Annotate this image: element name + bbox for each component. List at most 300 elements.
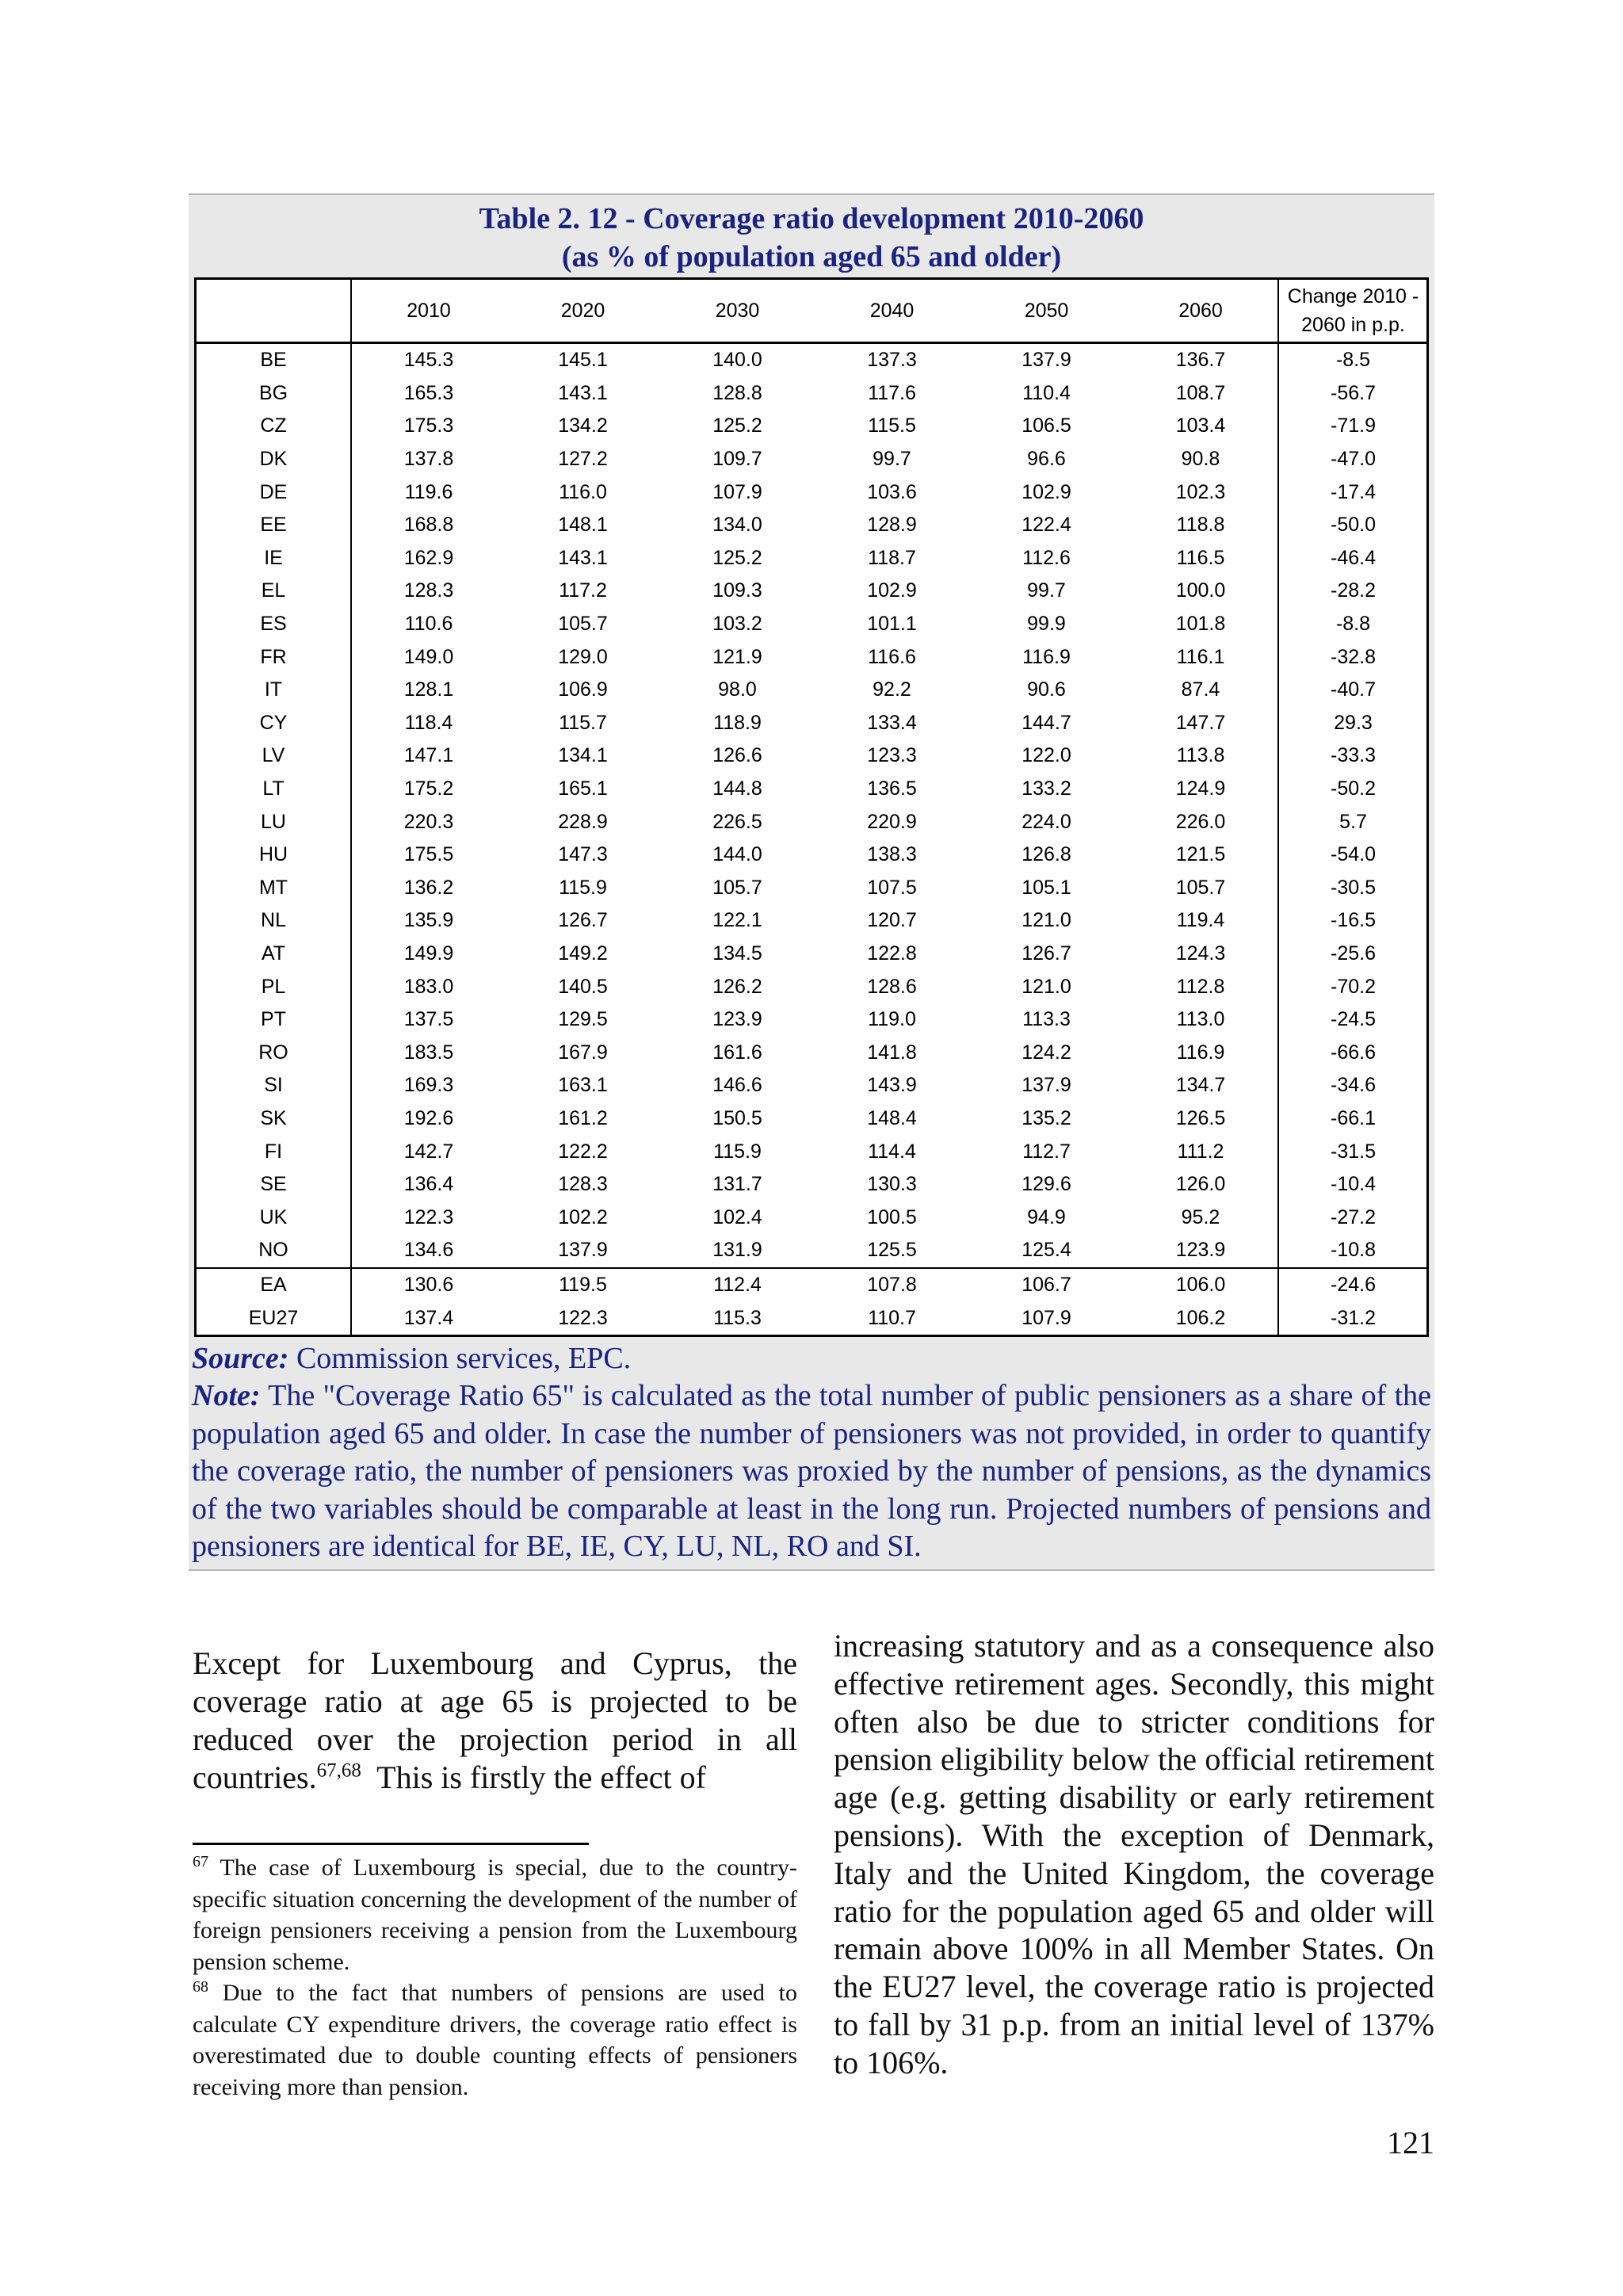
table-cell: 109.7	[712, 448, 762, 471]
table-cell: 107.9	[712, 480, 762, 503]
table-cell: 122.3	[558, 1306, 608, 1329]
table-header-row	[197, 280, 1427, 343]
footnote-67-number: 67	[193, 1853, 208, 1870]
table-cell: 147.7	[1175, 711, 1226, 734]
row-label: DE	[197, 476, 351, 509]
table-cell: 5.7	[1278, 805, 1427, 839]
table-cell: 145.3	[403, 349, 454, 372]
table-row	[197, 1102, 1427, 1136]
table-row	[197, 1234, 1427, 1268]
table-row	[197, 575, 1427, 608]
row-label: LU	[197, 805, 351, 839]
table-cell: -32.8	[1278, 640, 1427, 674]
table-cell: -30.5	[1278, 872, 1427, 905]
row-label: UK	[197, 1201, 351, 1234]
table-cell: 114.4	[868, 1140, 916, 1163]
left-tail: This is firstly the effect of	[361, 1759, 706, 1795]
table-cell: 119.6	[404, 480, 453, 503]
paragraph-left	[193, 1645, 797, 1797]
table-cell: 220.9	[867, 810, 917, 833]
table-cell: 131.7	[712, 1173, 762, 1196]
table-cell: 126.7	[558, 909, 608, 932]
table-cell: 127.2	[558, 448, 608, 471]
row-label: LV	[197, 739, 351, 773]
table-body	[197, 343, 1427, 1335]
table-cell: 148.1	[558, 514, 608, 537]
note-label: Note:	[192, 1379, 261, 1413]
table-cell: 115.3	[713, 1306, 762, 1329]
row-label: SK	[197, 1102, 351, 1136]
table-row	[197, 1003, 1427, 1037]
table-cell: -28.2	[1278, 575, 1427, 608]
footnote-68	[193, 1977, 797, 2103]
table-cell: 105.1	[1022, 876, 1071, 899]
header-change-line-2: 2060 in p.p.	[1301, 314, 1405, 336]
table-cell: -71.9	[1278, 410, 1427, 443]
table-cell: 117.6	[868, 381, 916, 404]
footnote-68-number: 68	[193, 1978, 208, 1996]
table-row	[197, 542, 1427, 575]
table-cell: 192.6	[403, 1106, 454, 1129]
table-cell: 150.5	[712, 1106, 762, 1129]
table-cell: 220.3	[403, 810, 454, 833]
table-row	[197, 970, 1427, 1003]
table-cell: 129.6	[1022, 1173, 1071, 1196]
table-cell: 134.7	[1175, 1074, 1226, 1097]
table-cell: 124.2	[1022, 1041, 1071, 1064]
table-cell: -40.7	[1278, 674, 1427, 707]
row-label: NL	[197, 904, 351, 938]
table-cell: 122.3	[403, 1205, 454, 1228]
table-cell: 140.5	[558, 975, 608, 998]
table-cell: 122.1	[712, 909, 762, 932]
table-cell: -31.5	[1278, 1135, 1427, 1168]
table-cell: 119.0	[868, 1008, 916, 1031]
table-cell: 228.9	[558, 810, 608, 833]
row-label: FR	[197, 640, 351, 674]
table-cell: 128.3	[558, 1173, 608, 1196]
table-cell: 133.2	[1022, 777, 1071, 800]
table-cell: -50.2	[1278, 773, 1427, 806]
table-row	[197, 839, 1427, 872]
footnote-67-text: The case of Luxembourg is special, due to the country-specific situation concerning the development of the number of foreign pensioners receiving a pension from the Luxembourg pension scheme.	[193, 1855, 797, 1975]
table-cell: 116.5	[1176, 546, 1225, 569]
table-cell: -17.4	[1278, 476, 1427, 509]
table-row	[197, 872, 1427, 905]
table-cell: 165.3	[403, 381, 454, 404]
table-cell: 105.7	[1175, 876, 1226, 899]
page-number: 121	[1387, 2125, 1434, 2160]
table-row	[197, 377, 1427, 411]
table-cell: 136.2	[403, 876, 454, 899]
row-label: IE	[197, 542, 351, 575]
row-label: HU	[197, 839, 351, 872]
header-change-line-1: Change 2010 -	[1287, 285, 1419, 308]
row-label: BG	[197, 377, 351, 411]
table-cell: 126.0	[1175, 1173, 1226, 1196]
table-cell: 147.3	[558, 843, 608, 866]
table-cell: 105.7	[558, 613, 608, 636]
table-cell: -33.3	[1278, 739, 1427, 773]
header-country	[197, 280, 351, 343]
table-cell: 126.5	[1175, 1106, 1226, 1129]
table-cell: 103.2	[712, 613, 762, 636]
table-cell: 175.2	[403, 777, 454, 800]
table-cell: 138.3	[867, 843, 917, 866]
table-cell: 94.9	[1027, 1205, 1066, 1228]
table-cell: 121.9	[712, 645, 762, 668]
header-change	[1278, 280, 1427, 343]
table-cell: 105.7	[712, 876, 762, 899]
table-cell: -46.4	[1278, 542, 1427, 575]
table-cell: 101.1	[867, 613, 917, 636]
table-cell: 134.0	[712, 514, 762, 537]
table-cell: 98.0	[718, 678, 757, 701]
aggregate-row	[197, 1268, 1427, 1302]
table-cell: 149.2	[558, 942, 608, 965]
table-row	[197, 674, 1427, 707]
table-row	[197, 410, 1427, 443]
table-cell: 113.8	[1176, 744, 1225, 767]
table-cell: 107.8	[815, 1268, 969, 1302]
source-label: Source:	[192, 1341, 289, 1375]
table-cell: 137.3	[867, 349, 917, 372]
table-row	[197, 938, 1427, 971]
footnotes	[193, 1852, 797, 2103]
table-cell: 123.3	[867, 744, 917, 767]
table-cell: 116.1	[1176, 645, 1225, 668]
table-cell: -66.6	[1278, 1036, 1427, 1069]
table-cell: 113.3	[1022, 1008, 1071, 1031]
header-2020: 2020	[506, 280, 660, 343]
row-label: MT	[197, 872, 351, 905]
table-cell: 183.5	[403, 1041, 454, 1064]
table-cell: 129.0	[558, 645, 608, 668]
table-cell: 126.7	[1022, 942, 1071, 965]
table-cell: 130.3	[867, 1173, 917, 1196]
body-column-left	[193, 1645, 797, 1797]
row-label: ES	[197, 608, 351, 641]
table-cell: 128.9	[867, 514, 917, 537]
table-cell: 124.3	[1175, 942, 1226, 965]
table-cell: 141.8	[867, 1041, 917, 1064]
table-cell: -16.5	[1278, 904, 1427, 938]
table-cell: -54.0	[1278, 839, 1427, 872]
table-cell: 110.6	[404, 613, 453, 636]
table-cell: 137.5	[403, 1008, 454, 1031]
table-cell: 133.4	[867, 711, 917, 734]
table-cell: 108.7	[1175, 381, 1226, 404]
table-cell: 106.7	[969, 1268, 1124, 1302]
table-row	[197, 1168, 1427, 1201]
table-cell: 92.2	[873, 678, 911, 701]
table-cell: 143.1	[558, 546, 608, 569]
table-cell: 123.9	[712, 1008, 762, 1031]
row-label: EU27	[197, 1301, 351, 1335]
table-cell: 115.7	[559, 711, 607, 734]
table-cell: 137.4	[403, 1306, 454, 1329]
table-cell: 116.6	[868, 645, 916, 668]
table-cell: 129.5	[558, 1008, 608, 1031]
table-title-line-1: Table 2. 12 - Coverage ratio development 2010-2060	[479, 202, 1144, 235]
table-cell: -50.0	[1278, 509, 1427, 542]
table-cell: 106.0	[1124, 1268, 1278, 1302]
table-cell: 130.6	[351, 1268, 506, 1302]
table-cell: 96.6	[1027, 448, 1066, 471]
table-cell: 116.0	[559, 480, 607, 503]
table-cell: -8.5	[1278, 343, 1427, 377]
table-row	[197, 1201, 1427, 1234]
table-row	[197, 608, 1427, 641]
table-cell: 90.8	[1181, 448, 1220, 471]
footnote-refs: 67,68	[316, 1759, 361, 1782]
table-cell: 167.9	[558, 1041, 608, 1064]
table-row	[197, 805, 1427, 839]
aggregate-row	[197, 1301, 1427, 1335]
table-cell: 226.0	[1175, 810, 1226, 833]
table-cell: 146.6	[712, 1074, 762, 1097]
table-cell: 115.9	[713, 1140, 762, 1163]
table-cell: 137.9	[1022, 1074, 1071, 1097]
table-row	[197, 640, 1427, 674]
table-cell: -10.4	[1278, 1168, 1427, 1201]
table-cell: 103.4	[1175, 415, 1226, 437]
table-cell: 90.6	[1027, 678, 1066, 701]
table-cell: 226.5	[712, 810, 762, 833]
row-label: SI	[197, 1069, 351, 1102]
note-paragraph	[192, 1377, 1431, 1566]
table-cell: 118.4	[404, 711, 453, 734]
row-label: FI	[197, 1135, 351, 1168]
table-cell: 168.8	[403, 514, 454, 537]
table-frame	[194, 277, 1429, 1337]
table-cell: 147.1	[403, 744, 454, 767]
table-cell: 118.8	[1176, 514, 1225, 537]
table-cell: 125.2	[712, 546, 762, 569]
table-cell: 136.4	[403, 1173, 454, 1196]
table-cell: 134.2	[558, 415, 608, 437]
table-cell: 117.2	[559, 579, 607, 602]
table-title-line-2: (as % of population aged 65 and older)	[561, 240, 1062, 273]
table-row	[197, 343, 1427, 377]
table-cell: 162.9	[403, 546, 454, 569]
table-cell: 111.2	[1177, 1140, 1224, 1163]
table-cell: 122.8	[867, 942, 917, 965]
table-cell: 112.6	[1022, 546, 1071, 569]
table-cell: 128.8	[712, 381, 762, 404]
table-cell: 115.9	[559, 876, 607, 899]
table-cell: 102.4	[712, 1205, 762, 1228]
paragraph-right: increasing statutory and as a consequence also effective retirement ages. Secondly, this might often also be due to stricter conditions for pension eligibility below the official retirement age (e.g. getting disability or early retirement pensions). With the exception of Denmark, Italy and the United Kingdom, the coverage ratio for the population aged 65 and older will remain above 100% in all Member States. On the EU27 level, the coverage ratio is projected to fall by 31 p.p. from an initial level of 137% to 106%.	[834, 1628, 1434, 2080]
header-2060: 2060	[1124, 280, 1278, 343]
table-cell: -10.8	[1278, 1234, 1427, 1268]
table-row	[197, 509, 1427, 542]
table-cell: 137.9	[558, 1239, 608, 1262]
table-row	[197, 1036, 1427, 1069]
table-cell: 115.5	[868, 415, 916, 437]
table-cell: 143.9	[867, 1074, 917, 1097]
table-cell: 163.1	[558, 1074, 608, 1097]
table-cell: -27.2	[1278, 1201, 1427, 1234]
table-cell: 128.3	[403, 579, 454, 602]
source-text: Commission services, EPC.	[288, 1341, 632, 1375]
table-cell: 118.9	[713, 711, 762, 734]
table-row	[197, 443, 1427, 476]
table-cell: 106.5	[1022, 415, 1071, 437]
table-cell: 128.1	[403, 678, 454, 701]
table-cell: 144.8	[712, 777, 762, 800]
table-row	[197, 739, 1427, 773]
table-cell: 142.7	[403, 1140, 454, 1163]
table-cell: -56.7	[1278, 377, 1427, 411]
table-cell: 144.7	[1022, 711, 1071, 734]
table-cell: 102.3	[1175, 480, 1226, 503]
table-cell: 87.4	[1181, 678, 1220, 701]
table-cell: 128.6	[867, 975, 917, 998]
table-cell: 102.2	[558, 1205, 608, 1228]
table-cell: 175.5	[403, 843, 454, 866]
footnote-67	[193, 1852, 797, 1977]
table-cell: 102.9	[1022, 480, 1071, 503]
row-label: AT	[197, 938, 351, 971]
table-cell: 119.4	[1176, 909, 1225, 932]
table-cell: 106.2	[1175, 1306, 1226, 1329]
table-title	[189, 195, 1434, 277]
table-cell: 145.1	[558, 349, 608, 372]
table-cell: 135.9	[403, 909, 454, 932]
row-label: EA	[197, 1268, 351, 1302]
table-row	[197, 707, 1427, 740]
table-cell: 134.5	[712, 942, 762, 965]
row-label: BE	[197, 343, 351, 377]
footnote-68-text: Due to the fact that numbers of pensions are used to calculate CY expenditure drivers, the coverage ratio effect is overestimated due to double counting effects of pensioners receiving more than pension.	[193, 1980, 797, 2100]
table-cell: 103.6	[867, 480, 917, 503]
table-cell: 99.7	[1027, 579, 1066, 602]
table-row	[197, 1135, 1427, 1168]
header-2040: 2040	[815, 280, 969, 343]
table-cell: 134.6	[403, 1239, 454, 1262]
table-cell: 121.0	[1022, 909, 1071, 932]
table-cell: 161.6	[712, 1041, 762, 1064]
table-cell: 124.9	[1175, 777, 1226, 800]
header-2010: 2010	[351, 280, 506, 343]
row-label: RO	[197, 1036, 351, 1069]
table-cell: 183.0	[403, 975, 454, 998]
table-cell: 126.8	[1022, 843, 1071, 866]
table-cell: 113.0	[1176, 1008, 1225, 1031]
table-cell: -70.2	[1278, 970, 1427, 1003]
table-cell: -66.1	[1278, 1102, 1427, 1136]
table-cell: 122.2	[558, 1140, 608, 1163]
table-cell: 169.3	[403, 1074, 454, 1097]
coverage-ratio-table	[197, 280, 1427, 1335]
table-cell: 148.4	[867, 1106, 917, 1129]
table-cell: 112.4	[660, 1268, 815, 1302]
table-cell: 161.2	[558, 1106, 608, 1129]
header-2050: 2050	[969, 280, 1124, 343]
table-cell: 123.9	[1175, 1239, 1226, 1262]
table-cell: -25.6	[1278, 938, 1427, 971]
table-cell: 99.9	[1027, 613, 1066, 636]
table-cell: 29.3	[1278, 707, 1427, 740]
table-cell: 121.5	[1175, 843, 1226, 866]
table-cell: 135.2	[1022, 1106, 1071, 1129]
table-cell: 140.0	[712, 349, 762, 372]
table-cell: 118.7	[868, 546, 916, 569]
coverage-ratio-table-box	[189, 193, 1434, 1571]
table-notes	[189, 1337, 1434, 1569]
table-row	[197, 773, 1427, 806]
row-label: DK	[197, 443, 351, 476]
table-cell: 125.4	[1022, 1239, 1071, 1262]
table-cell: 136.7	[1175, 349, 1226, 372]
table-cell: 102.9	[867, 579, 917, 602]
table-cell: 116.9	[1176, 1041, 1225, 1064]
table-cell: 121.0	[1022, 975, 1071, 998]
row-label: PT	[197, 1003, 351, 1037]
table-cell: 137.9	[1022, 349, 1071, 372]
table-cell: 137.8	[403, 448, 454, 471]
table-cell: 107.9	[1022, 1306, 1071, 1329]
table-cell: 131.9	[712, 1239, 762, 1262]
row-label: CZ	[197, 410, 351, 443]
table-cell: 122.0	[1022, 744, 1071, 767]
table-cell: -24.5	[1278, 1003, 1427, 1037]
table-cell: 149.9	[403, 942, 454, 965]
table-cell: 107.5	[867, 876, 917, 899]
table-cell: -8.8	[1278, 608, 1427, 641]
table-cell: 134.1	[558, 744, 608, 767]
header-2030: 2030	[660, 280, 815, 343]
table-cell: 120.7	[867, 909, 917, 932]
table-cell: 112.7	[1022, 1140, 1071, 1163]
left-text: Except for Luxembourg and Cyprus, the coverage ratio at age 65 is projected to be reduced over the projection period in all countries.	[193, 1645, 797, 1795]
table-cell: 100.0	[1175, 579, 1226, 602]
table-cell: 149.0	[403, 645, 454, 668]
note-text: The "Coverage Ratio 65" is calculated as the total number of public pensioners as a share of the population aged 65 and older. In case the number of pensioners was not provided, in order to quantify the coverage ratio, the number of pensioners was proxied by the number of pensions, as the dynamics of the two variables should be comparable at least in the long run. Projected numbers of pensions and pensioners are identical for BE, IE, CY, LU, NL, RO and SI.	[192, 1379, 1431, 1564]
table-cell: 110.4	[1022, 381, 1071, 404]
body-column-right	[834, 1627, 1434, 2082]
table-cell: 224.0	[1022, 810, 1071, 833]
table-cell: 165.1	[558, 777, 608, 800]
table-cell: -24.6	[1278, 1268, 1427, 1302]
table-row	[197, 904, 1427, 938]
table-cell: 112.8	[1176, 975, 1225, 998]
table-cell: 126.6	[712, 744, 762, 767]
table-cell: 101.8	[1175, 613, 1226, 636]
table-cell: 100.5	[867, 1205, 917, 1228]
source-line	[192, 1340, 1431, 1378]
table-cell: -34.6	[1278, 1069, 1427, 1102]
row-label: NO	[197, 1234, 351, 1268]
table-row	[197, 1069, 1427, 1102]
table-cell: 110.7	[868, 1306, 916, 1329]
table-row	[197, 476, 1427, 509]
table-cell: 122.4	[1022, 514, 1071, 537]
table-cell: 95.2	[1181, 1205, 1220, 1228]
row-label: EL	[197, 575, 351, 608]
table-cell: 126.2	[712, 975, 762, 998]
table-cell: 136.5	[867, 777, 917, 800]
table-cell: 144.0	[712, 843, 762, 866]
table-cell: 125.2	[712, 415, 762, 437]
row-label: IT	[197, 674, 351, 707]
table-cell: 106.9	[558, 678, 608, 701]
table-cell: 119.5	[506, 1268, 660, 1302]
table-cell: -47.0	[1278, 443, 1427, 476]
table-cell: -31.2	[1278, 1301, 1427, 1335]
table-cell: 109.3	[712, 579, 762, 602]
